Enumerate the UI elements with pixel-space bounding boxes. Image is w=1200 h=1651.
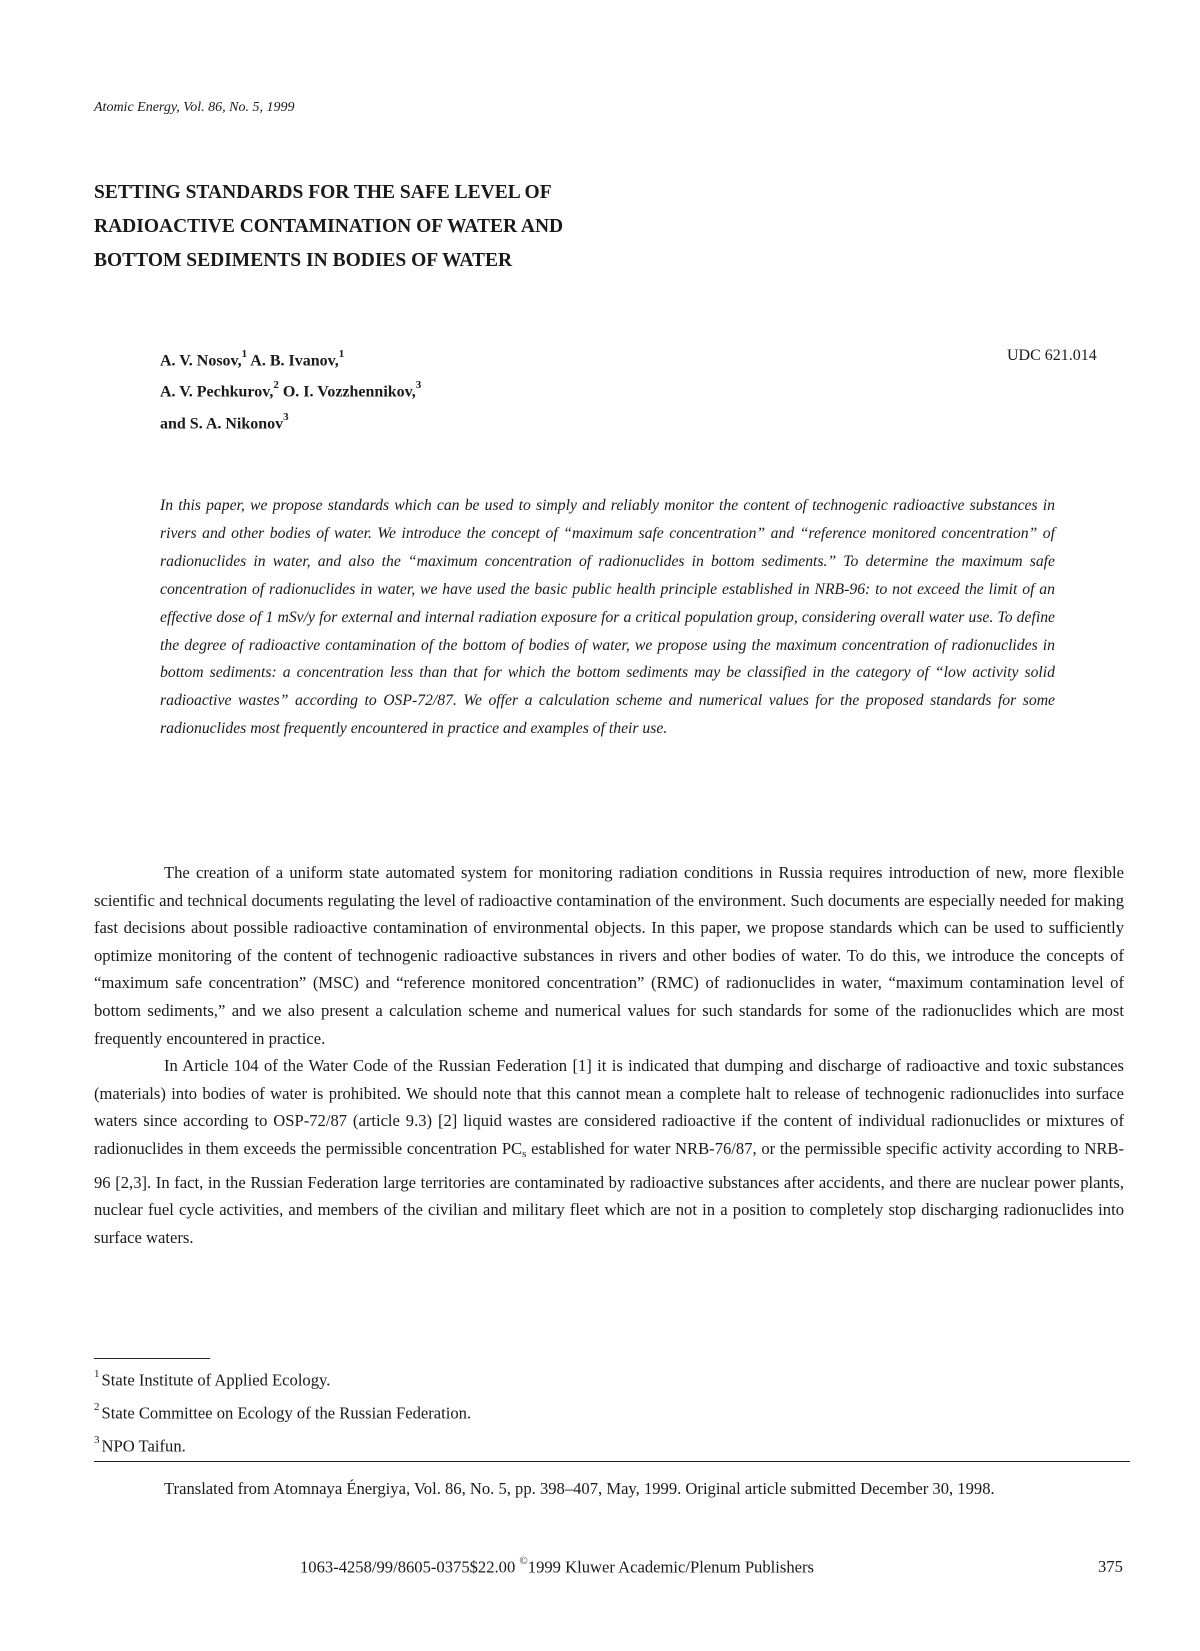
issn-code: 1063-4258/99/8605-0375$22.00 xyxy=(300,1557,520,1577)
footnote-text: State Institute of Applied Ecology. xyxy=(101,1370,331,1390)
footnotes xyxy=(94,1362,471,1461)
page-number: 375 xyxy=(1098,1557,1123,1576)
copyright-symbol: © xyxy=(519,1555,528,1567)
footnote-mark: 3 xyxy=(94,1434,100,1447)
affiliation-mark: 2 xyxy=(273,379,279,392)
copyright-line xyxy=(300,1557,814,1578)
paper-title xyxy=(94,176,794,278)
paragraph-text: In Article 104 of the Water Code of the Russian Federation [1] it is indicated that dumping and discharge of radioactive and toxic substances (materials) into bodies of water is prohibited. We should note that this cannot mean a complete halt to release of technogenic radionuclides into surface waters since according to OSP-72/87 (article 9.3) [2] liquid wastes are considered radioactive if the content of individual radionuclides or mixtures of radionuclides in them exceeds the permissible concentration PC xyxy=(94,1056,1124,1158)
footnote-mark: 1 xyxy=(94,1368,100,1380)
footnote xyxy=(94,1428,471,1461)
paragraph xyxy=(94,1052,1124,1251)
publisher: 1999 Kluwer Academic/Plenum Publishers xyxy=(527,1557,814,1577)
author-list xyxy=(160,343,421,437)
footnote-rule xyxy=(94,1358,210,1359)
affiliation-mark: 3 xyxy=(415,379,422,392)
title-line: RADIOACTIVE CONTAMINATION OF WATER AND xyxy=(94,216,564,237)
paragraph-text: established for water NRB-76/87, or the permissible specific activity according to NRB-96 [2,3]. In fact, in the Russian Federation large territories are contaminated by radioactive substances after accidents, and there are nuclear power plants, nuclear fuel cycle activities, and members of the civilian and military fleet which are not in a position to completely stop discharging radionuclides into surface waters. xyxy=(94,1138,1125,1247)
affiliation-mark: 3 xyxy=(283,410,289,423)
author-line xyxy=(160,374,421,405)
translation-note: Translated from Atomnaya Énergiya, Vol. 86, No. 5, pp. 398–407, May, 1999. Original article submitted December 30, 1998. xyxy=(164,1479,995,1498)
abstract: In this paper, we propose standards which can be used to simply and reliably monitor the content of technogenic radioactive substances in rivers and other bodies of water. We introduce the concept of “maximum safe concentration” and “reference monitored concentration” of radionuclides in water, and also the “maximum concentration of radionuclides in bottom sediments.” To determine the maximum safe concentration of radionuclides in water, we have used the basic public health principle established in NRB-96: to not exceed the limit of an effective dose of 1 mSv/y for external and internal radiation exposure for a critical population group, considering overall water use. To define the degree of radioactive contamination of the bottom of bodies of water, we propose using the maximum concentration of radionuclides in bottom sediments: a concentration less than that for which the bottom sediments may be classified in the category of “low activity solid radioactive wastes” according to OSP-72/87. We offer a calculation scheme and numerical values for the proposed standards for some radionuclides most frequently encountered in practice and examples of their use. xyxy=(160,497,1055,738)
author-name: A. V. Nosov, xyxy=(160,352,242,370)
footnote xyxy=(94,1362,471,1395)
divider xyxy=(94,1461,1130,1462)
subscript: s xyxy=(522,1147,527,1160)
paragraph: The creation of a uniform state automated system for monitoring radiation conditions in Russia requires introduction of new, more flexible scientific and technical documents regulating the level of radioactive contamination of the environment. Such documents are especially needed for making fast decisions about possible radioactive contamination of environmental objects. In this paper, we propose standards which can be used to sufficiently optimize monitoring of the content of technogenic radioactive substances in rivers and other bodies of water. To do this, we introduce the concepts of “maximum safe concentration” (MSC) and “reference monitored concentration” (RMC) of radionuclides in water, “maximum contamination level of bottom sediments,” and we also present a calculation scheme and numerical values for such standards for some of the radionuclides which are most frequently encountered in practice. xyxy=(94,863,1124,1048)
title-line: SETTING STANDARDS FOR THE SAFE LEVEL OF xyxy=(94,182,552,203)
footnote xyxy=(94,1395,471,1428)
title-line: BOTTOM SEDIMENTS IN BODIES OF WATER xyxy=(94,250,513,271)
author-name: O. I. Vozzhennikov, xyxy=(278,383,416,401)
author-name: A. V. Pechkurov, xyxy=(160,383,274,401)
affiliation-mark: 1 xyxy=(241,348,248,360)
body-text xyxy=(94,859,1124,1251)
footnote-text: NPO Taifun. xyxy=(101,1436,186,1456)
journal-header: Atomic Energy, Vol. 86, No. 5, 1999 xyxy=(94,100,295,115)
affiliation-mark: 1 xyxy=(338,348,345,360)
author-line xyxy=(160,406,421,437)
author-name: A. B. Ivanov, xyxy=(247,352,339,370)
footnote-mark: 2 xyxy=(94,1401,100,1414)
author-name: and S. A. Nikonov xyxy=(160,414,284,432)
author-line xyxy=(160,343,421,374)
udc-code: UDC 621.014 xyxy=(1007,347,1097,364)
footnote-text: State Committee on Ecology of the Russian Federation. xyxy=(101,1403,472,1423)
